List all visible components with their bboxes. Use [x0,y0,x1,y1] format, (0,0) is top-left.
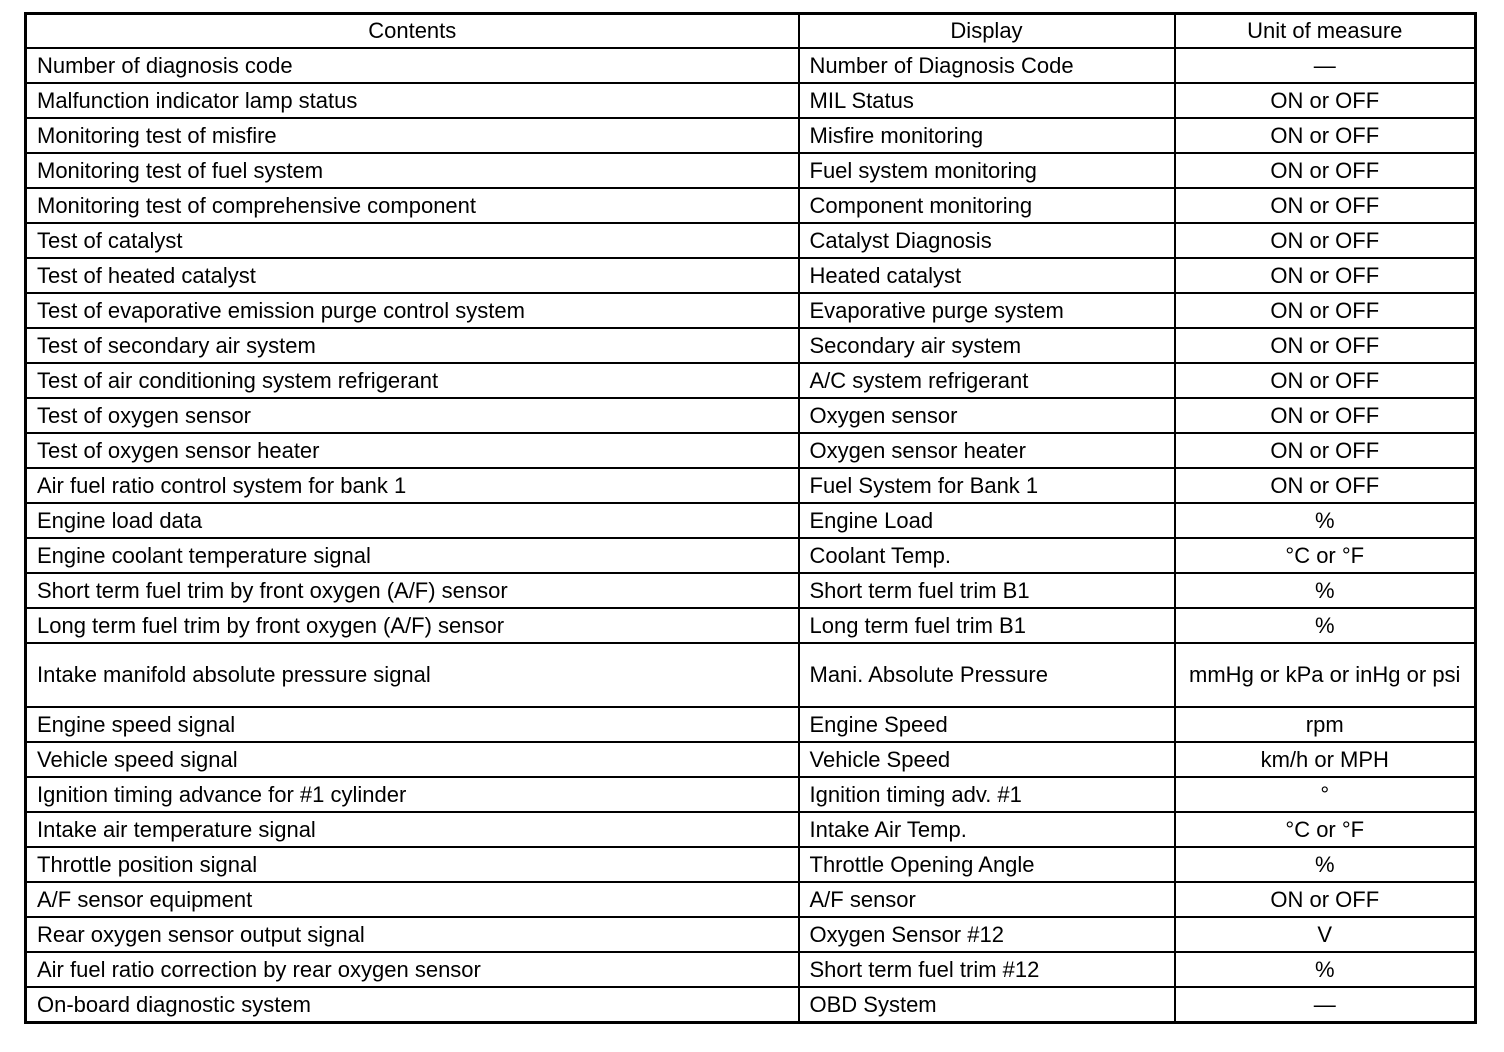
cell-contents: Intake manifold absolute pressure signal [26,643,799,707]
cell-display: Mani. Absolute Pressure [799,643,1175,707]
header-contents: Contents [26,14,799,49]
cell-display: OBD System [799,987,1175,1023]
cell-display: Fuel system monitoring [799,153,1175,188]
cell-unit: ON or OFF [1175,293,1476,328]
table-row [26,952,1476,987]
cell-contents: On-board diagnostic system [26,987,799,1023]
cell-contents: Ignition timing advance for #1 cylinder [26,777,799,812]
cell-unit: ON or OFF [1175,433,1476,468]
cell-unit: ON or OFF [1175,188,1476,223]
cell-display: Oxygen sensor heater [799,433,1175,468]
cell-unit: — [1175,987,1476,1023]
cell-unit: % [1175,573,1476,608]
table-body [26,48,1476,1023]
cell-display: Ignition timing adv. #1 [799,777,1175,812]
cell-contents: Test of catalyst [26,223,799,258]
table-row [26,153,1476,188]
cell-display: Intake Air Temp. [799,812,1175,847]
cell-unit: ° [1175,777,1476,812]
cell-contents: Monitoring test of fuel system [26,153,799,188]
cell-contents: Engine speed signal [26,707,799,742]
cell-contents: Test of oxygen sensor heater [26,433,799,468]
cell-unit: % [1175,952,1476,987]
table-row [26,742,1476,777]
cell-display: Fuel System for Bank 1 [799,468,1175,503]
cell-unit: ON or OFF [1175,153,1476,188]
obd-data-table [24,12,1477,1024]
cell-unit: °C or °F [1175,812,1476,847]
cell-display: Engine Speed [799,707,1175,742]
cell-unit: mmHg or kPa or inHg or psi [1175,643,1476,707]
table-row [26,118,1476,153]
cell-contents: Test of secondary air system [26,328,799,363]
cell-unit: ON or OFF [1175,258,1476,293]
cell-contents: Number of diagnosis code [26,48,799,83]
table-row [26,707,1476,742]
cell-contents: Test of heated catalyst [26,258,799,293]
cell-contents: Rear oxygen sensor output signal [26,917,799,952]
table-row [26,328,1476,363]
table-row [26,293,1476,328]
cell-display: Number of Diagnosis Code [799,48,1175,83]
cell-display: Misfire monitoring [799,118,1175,153]
cell-unit: % [1175,503,1476,538]
cell-contents: Long term fuel trim by front oxygen (A/F) sensor [26,608,799,643]
table-row [26,188,1476,223]
table-row [26,363,1476,398]
cell-unit: rpm [1175,707,1476,742]
table-row [26,847,1476,882]
table-row [26,882,1476,917]
table-row [26,83,1476,118]
table-row [26,917,1476,952]
table-row [26,777,1476,812]
table-row [26,608,1476,643]
cell-contents: Short term fuel trim by front oxygen (A/F) sensor [26,573,799,608]
table-row [26,258,1476,293]
cell-display: Evaporative purge system [799,293,1175,328]
cell-display: Oxygen sensor [799,398,1175,433]
cell-unit: °C or °F [1175,538,1476,573]
cell-unit: ON or OFF [1175,118,1476,153]
cell-display: Long term fuel trim B1 [799,608,1175,643]
cell-contents: Monitoring test of misfire [26,118,799,153]
table-row [26,468,1476,503]
cell-contents: Air fuel ratio control system for bank 1 [26,468,799,503]
table-row [26,812,1476,847]
cell-unit: ON or OFF [1175,83,1476,118]
cell-contents: Monitoring test of comprehensive component [26,188,799,223]
header-display: Display [799,14,1175,49]
header-unit: Unit of measure [1175,14,1476,49]
cell-contents: Test of air conditioning system refrigerant [26,363,799,398]
cell-display: Vehicle Speed [799,742,1175,777]
cell-contents: Test of evaporative emission purge control system [26,293,799,328]
cell-display: Catalyst Diagnosis [799,223,1175,258]
cell-display: Oxygen Sensor #12 [799,917,1175,952]
cell-unit: ON or OFF [1175,363,1476,398]
cell-display: Short term fuel trim B1 [799,573,1175,608]
table-header [26,14,1476,49]
cell-contents: Malfunction indicator lamp status [26,83,799,118]
cell-unit: ON or OFF [1175,882,1476,917]
cell-display: Component monitoring [799,188,1175,223]
table-row [26,48,1476,83]
cell-contents: Test of oxygen sensor [26,398,799,433]
cell-display: A/C system refrigerant [799,363,1175,398]
cell-display: Secondary air system [799,328,1175,363]
cell-display: Short term fuel trim #12 [799,952,1175,987]
cell-display: Engine Load [799,503,1175,538]
cell-unit: ON or OFF [1175,223,1476,258]
cell-unit: % [1175,608,1476,643]
table-row [26,223,1476,258]
cell-unit: ON or OFF [1175,328,1476,363]
cell-unit: % [1175,847,1476,882]
cell-contents: Engine coolant temperature signal [26,538,799,573]
table-row [26,398,1476,433]
cell-display: MIL Status [799,83,1175,118]
cell-display: Heated catalyst [799,258,1175,293]
header-row [26,14,1476,49]
table-row [26,573,1476,608]
cell-unit: V [1175,917,1476,952]
cell-contents: A/F sensor equipment [26,882,799,917]
table-row [26,643,1476,707]
table-row [26,503,1476,538]
cell-contents: Vehicle speed signal [26,742,799,777]
table-row [26,987,1476,1023]
cell-unit: ON or OFF [1175,468,1476,503]
cell-display: Coolant Temp. [799,538,1175,573]
cell-contents: Engine load data [26,503,799,538]
cell-contents: Intake air temperature signal [26,812,799,847]
cell-display: A/F sensor [799,882,1175,917]
table-row [26,433,1476,468]
table-row [26,538,1476,573]
cell-contents: Air fuel ratio correction by rear oxygen sensor [26,952,799,987]
cell-unit: km/h or MPH [1175,742,1476,777]
cell-display: Throttle Opening Angle [799,847,1175,882]
cell-unit: ON or OFF [1175,398,1476,433]
cell-contents: Throttle position signal [26,847,799,882]
cell-unit: — [1175,48,1476,83]
